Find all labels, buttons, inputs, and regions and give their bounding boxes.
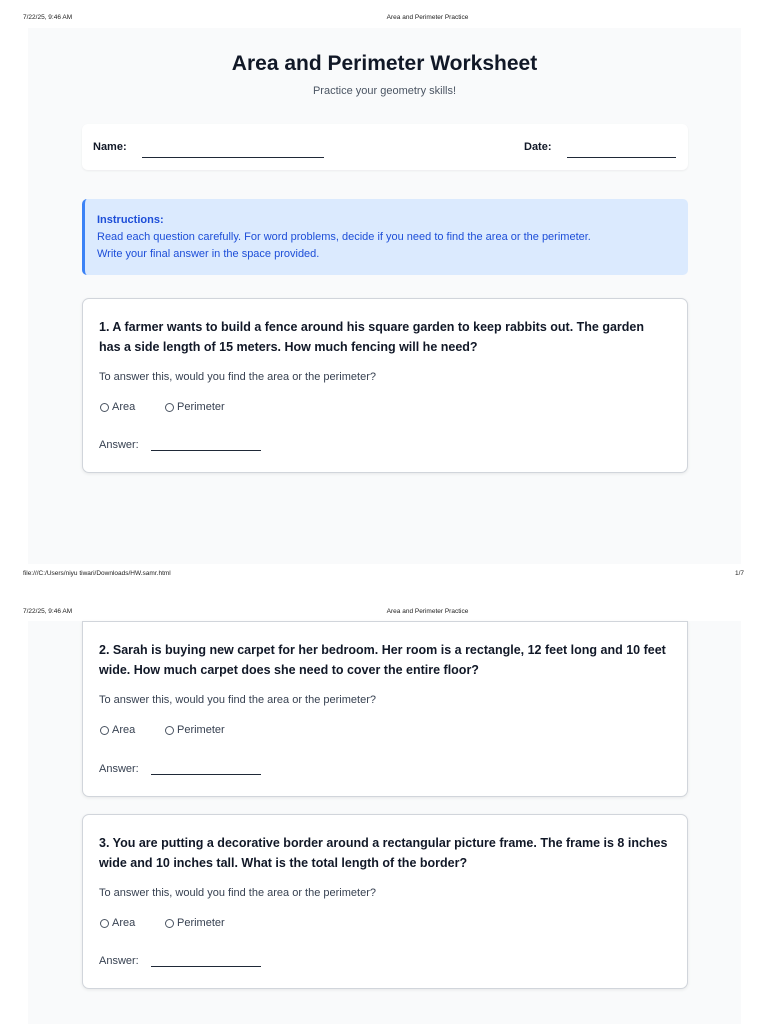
instructions-title: Instructions:	[97, 214, 164, 226]
print-datetime: 7/22/25, 9:46 AM	[23, 608, 73, 615]
question-card-1	[82, 298, 688, 473]
question-prompt: To answer this, would you find the area or the perimeter?	[99, 887, 376, 899]
print-header-page-2	[0, 608, 768, 620]
option-area-label: Area	[112, 401, 136, 413]
option-perimeter[interactable]	[165, 917, 225, 929]
print-datetime: 7/22/25, 9:46 AM	[23, 14, 73, 21]
print-title: Area and Perimeter Practice	[386, 14, 469, 21]
name-field[interactable]	[142, 157, 324, 158]
radio-circle-icon[interactable]	[100, 919, 109, 928]
radio-circle-icon[interactable]	[165, 726, 174, 735]
question-prompt: To answer this, would you find the area or the perimeter?	[99, 694, 376, 706]
radio-circle-icon[interactable]	[100, 403, 109, 412]
name-date-card	[82, 124, 688, 170]
question-prompt: To answer this, would you find the area or the perimeter?	[99, 371, 376, 383]
option-perimeter[interactable]	[165, 724, 225, 736]
page-1-background	[28, 28, 741, 564]
print-footer-page-1	[0, 570, 768, 580]
option-area-label: Area	[112, 724, 136, 736]
option-perimeter[interactable]	[165, 401, 225, 413]
answer-label: Answer:	[99, 763, 139, 775]
option-perimeter-label: Perimeter	[177, 917, 225, 929]
print-page-number: 1/7	[734, 570, 744, 577]
date-label: Date:	[524, 141, 552, 153]
question-text: 1. A farmer wants to build a fence around his square garden to keep rabbits out. The garden has a side length of 15 meters. How much fencing will he need?	[99, 320, 645, 354]
page-subtitle: Practice your geometry skills!	[312, 85, 457, 97]
instructions-line-1: Read each question carefully. For word problems, decide if you need to find the area or the perimeter.	[97, 231, 591, 243]
date-field[interactable]	[567, 157, 676, 158]
print-file-path: file:///C:/Users/niyu tiwari/Downloads/HW.samr.html	[23, 570, 171, 577]
answer-field[interactable]	[151, 450, 261, 451]
answer-label: Answer:	[99, 439, 139, 451]
option-area[interactable]	[100, 724, 135, 736]
answer-field[interactable]	[151, 966, 261, 967]
answer-label: Answer:	[99, 955, 139, 967]
radio-circle-icon[interactable]	[100, 726, 109, 735]
question-text: 2. Sarah is buying new carpet for her bedroom. Her room is a rectangle, 12 feet long and 10 feet wide. How much carpet does she need to cover the entire floor?	[99, 643, 666, 677]
instructions-line-2: Write your final answer in the space provided.	[97, 248, 320, 260]
option-perimeter-label: Perimeter	[177, 724, 225, 736]
name-label: Name:	[93, 141, 127, 153]
print-header-page-1	[0, 14, 768, 26]
answer-field[interactable]	[151, 774, 261, 775]
option-area[interactable]	[100, 917, 135, 929]
option-perimeter-label: Perimeter	[177, 401, 225, 413]
question-text: 3. You are putting a decorative border around a rectangular picture frame. The frame is 8 inches wide and 10 inches tall. What is the total length of the border?	[99, 836, 668, 870]
question-card-3	[82, 814, 688, 989]
option-area[interactable]	[100, 401, 135, 413]
option-area-label: Area	[112, 917, 136, 929]
instructions-box	[82, 199, 688, 275]
print-title: Area and Perimeter Practice	[386, 608, 469, 615]
radio-circle-icon[interactable]	[165, 919, 174, 928]
page-title: Area and Perimeter Worksheet	[231, 52, 538, 75]
question-card-2	[82, 621, 688, 797]
radio-circle-icon[interactable]	[165, 403, 174, 412]
